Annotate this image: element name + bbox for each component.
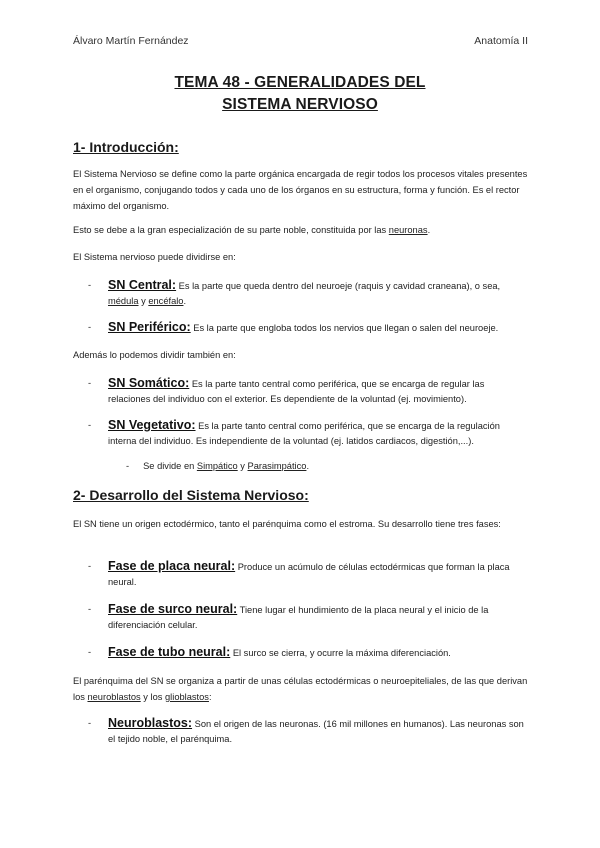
origin-paragraph: El SN tiene un origen ectodérmico, tanto el parénquima como el estroma. Su desarrollo tiene tres fases: bbox=[73, 519, 501, 529]
bullet-dash: - bbox=[126, 461, 130, 471]
sn-vegetativo-text: Es la parte tanto central como periférica, que se encarga de la regulación interna del individuo. Es independiente de la voluntad (ej. latidos cardiacos, digestión,...). bbox=[108, 421, 500, 446]
sub-end: . bbox=[306, 461, 310, 471]
tubo-neural-text: El surco se cierra, y ocurre la máxima diferenciación. bbox=[230, 648, 451, 658]
bullet-dash: - bbox=[88, 647, 92, 657]
tubo-neural-term: Fase de tubo neural: bbox=[108, 645, 231, 659]
bullet-dash: - bbox=[88, 420, 92, 430]
parasimpatico-term: Parasimpático bbox=[247, 461, 307, 471]
also-divide-paragraph: Además lo podemos dividir también en: bbox=[73, 350, 236, 360]
medula-term: médula bbox=[108, 296, 139, 306]
neuroblastos-term: Neuroblastos: bbox=[108, 716, 193, 730]
sn-vegetativo-term: SN Vegetativo: bbox=[108, 418, 196, 432]
page-title-line-1: TEMA 48 - GENERALIDADES DEL bbox=[174, 74, 426, 91]
bullet-dash: - bbox=[88, 604, 92, 614]
and-text: y bbox=[237, 461, 248, 471]
sn-periferico-text: Es la parte que engloba todos los nervios que llegan o salen del neuroeje. bbox=[190, 323, 499, 333]
and-text: y los bbox=[140, 692, 166, 702]
division-paragraph: El Sistema nervioso puede dividirse en: bbox=[73, 252, 236, 262]
sub-text: Se divide en bbox=[143, 461, 197, 471]
sub-list-item bbox=[126, 459, 309, 474]
neuroblastos-link: neuroblastos bbox=[87, 692, 141, 702]
bullet-dash: - bbox=[88, 718, 92, 728]
bullet-dash: - bbox=[88, 378, 92, 388]
sn-central-term: SN Central: bbox=[108, 278, 177, 292]
parenchyma-paragraph bbox=[73, 673, 528, 705]
neuroblastos-text: Son el origen de las neuronas. (16 mil millones en humanos). Las neuronas son el tejido noble, el parénquima. bbox=[108, 719, 524, 744]
sn-somatico-term: SN Somático: bbox=[108, 376, 190, 390]
sn-central-end: . bbox=[183, 296, 187, 306]
placa-neural-term: Fase de placa neural: bbox=[108, 559, 236, 573]
sn-central-text: Es la parte que queda dentro del neuroeje (raquis y cavidad craneana), o sea, bbox=[176, 281, 501, 291]
and-text: y bbox=[138, 296, 149, 306]
encefalo-term: encéfalo bbox=[148, 296, 184, 306]
parenchyma-end: : bbox=[208, 692, 212, 702]
glioblastos-link: glioblastos bbox=[165, 692, 209, 702]
surco-neural-text: Tiene lugar el hundimiento de la placa neural y el inicio de la diferenciación celular. bbox=[108, 605, 489, 630]
header-author: Álvaro Martín Fernández bbox=[73, 35, 189, 47]
intro-paragraph: El Sistema Nervioso se define como la parte orgánica encargada de regir todos los procesos vitales presentes en el organismo, conjugando todos y cada uno de los órganos en su estructura, forma y función. Es el rector máximo del organismo. bbox=[73, 169, 528, 211]
neuronas-term: neuronas bbox=[388, 225, 428, 235]
page-title-line-2: SISTEMA NERVIOSO bbox=[222, 96, 378, 113]
bullet-dash: - bbox=[88, 280, 92, 290]
sn-somatico-text: Es la parte tanto central como periférica, que se encarga de regular las relaciones del individuo con el exterior. Es dependiente de la voluntad (ej. movimiento). bbox=[108, 379, 485, 404]
bullet-dash: - bbox=[88, 561, 92, 571]
bullet-dash: - bbox=[88, 322, 92, 332]
parenchyma-text: El parénquima del SN se organiza a partir de unas células ectodérmicas o neuroepiteliales, de las que derivan los bbox=[73, 676, 528, 702]
section-1-heading: 1- Introducción: bbox=[73, 139, 179, 155]
surco-neural-term: Fase de surco neural: bbox=[108, 602, 238, 616]
neurons-end: . bbox=[427, 225, 431, 235]
simpatico-term: Simpático bbox=[196, 461, 238, 471]
placa-neural-text: Produce un acúmulo de células ectodérmicas que forman la placa neural. bbox=[108, 562, 510, 587]
header-subject: Anatomía II bbox=[474, 35, 528, 47]
neurons-text: Esto se debe a la gran especialización de su parte noble, constituida por las bbox=[73, 225, 389, 235]
section-2-heading: 2- Desarrollo del Sistema Nervioso: bbox=[73, 487, 309, 503]
sn-periferico-term: SN Periférico: bbox=[108, 320, 191, 334]
neurons-paragraph bbox=[73, 222, 528, 238]
